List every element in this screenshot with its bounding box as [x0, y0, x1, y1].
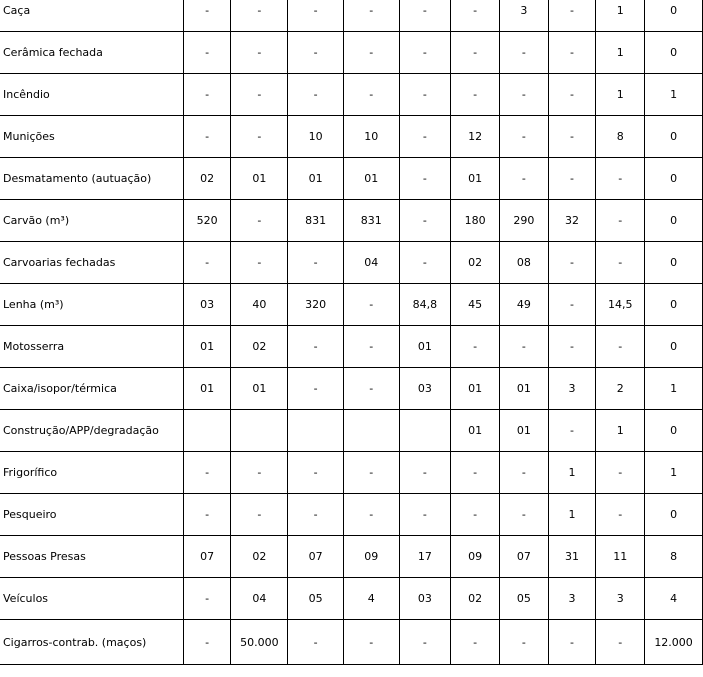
table-cell: 40 [231, 284, 288, 326]
table-row [0, 32, 703, 74]
table-cell: 08 [500, 242, 549, 284]
table-cell: - [596, 326, 645, 368]
table-cell: 3 [596, 578, 645, 620]
table-cell: - [399, 452, 451, 494]
table-cell: 01 [399, 326, 451, 368]
table-cell: - [399, 116, 451, 158]
row-label: Caixa/isopor/térmica [0, 368, 183, 410]
table-cell: - [451, 620, 500, 665]
table-cell: - [548, 242, 596, 284]
table-cell: 01 [183, 326, 231, 368]
table-cell: - [548, 284, 596, 326]
table-cell: 03 [399, 368, 451, 410]
table-cell: 0 [645, 284, 703, 326]
table-cell [288, 410, 344, 452]
table-row [0, 410, 703, 452]
table-cell: 03 [399, 578, 451, 620]
table-cell: 07 [288, 536, 344, 578]
row-label: Lenha (m³) [0, 284, 183, 326]
table-cell: - [399, 242, 451, 284]
row-label: Cigarros-contrab. (maços) [0, 620, 183, 665]
table-cell: 0 [645, 32, 703, 74]
table-cell [231, 410, 288, 452]
table-cell: 0 [645, 494, 703, 536]
table-cell: 05 [500, 578, 549, 620]
row-label: Pessoas Presas [0, 536, 183, 578]
table-cell: - [343, 284, 399, 326]
table-cell: 180 [451, 200, 500, 242]
table-cell: - [231, 32, 288, 74]
table-cell: 1 [596, 32, 645, 74]
table-cell: 14,5 [596, 284, 645, 326]
table-cell: 1 [548, 452, 596, 494]
table-row [0, 494, 703, 536]
table-cell: 01 [500, 368, 549, 410]
table-cell: 2 [596, 368, 645, 410]
table-row [0, 116, 703, 158]
table-cell: - [343, 368, 399, 410]
table-cell: 02 [183, 158, 231, 200]
row-label: Carvão (m³) [0, 200, 183, 242]
table-cell [183, 410, 231, 452]
table-cell: 0 [645, 200, 703, 242]
table-cell: - [399, 158, 451, 200]
table-row [0, 200, 703, 242]
table-cell: 290 [500, 200, 549, 242]
table-cell: 3 [548, 578, 596, 620]
table-row [0, 74, 703, 116]
table-cell: 84,8 [399, 284, 451, 326]
table-cell: 520 [183, 200, 231, 242]
table-cell: 01 [451, 158, 500, 200]
table-cell: - [548, 326, 596, 368]
table-row [0, 620, 703, 665]
table-cell: 1 [548, 494, 596, 536]
table-cell: 1 [645, 452, 703, 494]
row-label: Desmatamento (autuação) [0, 158, 183, 200]
table-cell: - [288, 74, 344, 116]
table-cell: 11 [596, 536, 645, 578]
table-cell: - [548, 410, 596, 452]
table-cell: - [183, 494, 231, 536]
row-label: Caça [0, 0, 183, 32]
table-cell: 12 [451, 116, 500, 158]
table-row [0, 536, 703, 578]
row-label: Cerâmica fechada [0, 32, 183, 74]
table-cell: 831 [288, 200, 344, 242]
table-cell: - [288, 326, 344, 368]
table-cell: - [183, 242, 231, 284]
table-cell: - [399, 74, 451, 116]
table-cell: 09 [343, 536, 399, 578]
table-cell: 0 [645, 116, 703, 158]
table-cell: 49 [500, 284, 549, 326]
table-cell: - [596, 620, 645, 665]
table-cell: - [548, 74, 596, 116]
table-cell: - [548, 0, 596, 32]
table-cell: 50.000 [231, 620, 288, 665]
table-cell: - [500, 326, 549, 368]
table-cell: 01 [231, 158, 288, 200]
table-cell: - [343, 326, 399, 368]
table-cell: 31 [548, 536, 596, 578]
table-cell: - [548, 32, 596, 74]
table-cell: - [596, 200, 645, 242]
table-cell: - [451, 452, 500, 494]
table-cell: 3 [500, 0, 549, 32]
table-cell: 07 [183, 536, 231, 578]
table-cell: 02 [451, 242, 500, 284]
table-cell: - [183, 32, 231, 74]
row-label: Frigorífico [0, 452, 183, 494]
table-cell: - [343, 0, 399, 32]
table-cell: 1 [596, 74, 645, 116]
table-cell: - [596, 158, 645, 200]
table-cell: - [596, 452, 645, 494]
table-cell: - [231, 242, 288, 284]
table-cell: - [183, 0, 231, 32]
table-cell: - [451, 0, 500, 32]
table-cell: - [231, 116, 288, 158]
table-cell: - [548, 158, 596, 200]
table-cell: - [399, 494, 451, 536]
table-cell: - [288, 452, 344, 494]
table-cell: 320 [288, 284, 344, 326]
table-cell: 10 [288, 116, 344, 158]
table-cell: 01 [288, 158, 344, 200]
table-cell: 0 [645, 326, 703, 368]
table-cell: 12.000 [645, 620, 703, 665]
table-cell: 17 [399, 536, 451, 578]
table-cell: 3 [548, 368, 596, 410]
table-cell: - [596, 494, 645, 536]
table-cell: - [231, 452, 288, 494]
table-row [0, 158, 703, 200]
table-cell: - [596, 242, 645, 284]
table-cell: 02 [451, 578, 500, 620]
table-cell: 03 [183, 284, 231, 326]
row-label: Incêndio [0, 74, 183, 116]
table-cell: 0 [645, 242, 703, 284]
table-cell: - [500, 452, 549, 494]
table-cell: - [343, 620, 399, 665]
table-cell: - [451, 494, 500, 536]
table-cell: 02 [231, 536, 288, 578]
table-row [0, 284, 703, 326]
table-row [0, 0, 703, 32]
table-row [0, 578, 703, 620]
row-label: Carvoarias fechadas [0, 242, 183, 284]
table-cell: 09 [451, 536, 500, 578]
table-cell: - [343, 494, 399, 536]
table-cell: 01 [451, 368, 500, 410]
table-cell: 01 [343, 158, 399, 200]
row-label: Construção/APP/degradação [0, 410, 183, 452]
table-cell: - [500, 116, 549, 158]
row-label: Pesqueiro [0, 494, 183, 536]
table-cell: 831 [343, 200, 399, 242]
table-cell: - [288, 32, 344, 74]
table-cell: 1 [645, 74, 703, 116]
row-label: Motosserra [0, 326, 183, 368]
table-cell: - [500, 32, 549, 74]
table-cell: - [500, 494, 549, 536]
table-cell: - [288, 494, 344, 536]
table-cell: - [548, 116, 596, 158]
table-cell: 07 [500, 536, 549, 578]
table-cell [399, 410, 451, 452]
table-cell: 45 [451, 284, 500, 326]
table-cell: 04 [231, 578, 288, 620]
table-cell: - [183, 620, 231, 665]
table-row [0, 242, 703, 284]
table-cell: - [183, 452, 231, 494]
table-cell: - [288, 242, 344, 284]
table-cell: - [183, 74, 231, 116]
table-cell: - [231, 494, 288, 536]
table-cell: 1 [596, 0, 645, 32]
row-label: Munições [0, 116, 183, 158]
table-cell: - [451, 74, 500, 116]
table-cell: - [231, 200, 288, 242]
table-cell: - [399, 200, 451, 242]
table-cell: - [343, 32, 399, 74]
table-cell: 1 [645, 368, 703, 410]
table-row [0, 452, 703, 494]
table-cell: - [288, 0, 344, 32]
table-cell: 4 [343, 578, 399, 620]
table-cell: - [399, 620, 451, 665]
table-cell: - [288, 368, 344, 410]
table-cell: 01 [231, 368, 288, 410]
table-cell: - [183, 116, 231, 158]
table-cell: - [399, 32, 451, 74]
table-cell: - [343, 74, 399, 116]
table-cell: - [500, 620, 549, 665]
table-cell: 01 [500, 410, 549, 452]
table-cell: - [231, 0, 288, 32]
table-cell: 0 [645, 410, 703, 452]
table-cell: - [451, 32, 500, 74]
table-cell: 8 [645, 536, 703, 578]
table-cell: 32 [548, 200, 596, 242]
table-cell: 04 [343, 242, 399, 284]
table-cell: - [231, 74, 288, 116]
table-cell: 02 [231, 326, 288, 368]
table-cell: - [500, 158, 549, 200]
table-cell: 10 [343, 116, 399, 158]
table-cell: 4 [645, 578, 703, 620]
table-row [0, 326, 703, 368]
table-cell: 8 [596, 116, 645, 158]
row-label: Veículos [0, 578, 183, 620]
table-cell: 01 [183, 368, 231, 410]
table-cell: - [399, 0, 451, 32]
table-cell: 05 [288, 578, 344, 620]
table-cell: - [343, 452, 399, 494]
table-cell: - [451, 326, 500, 368]
table-cell [343, 410, 399, 452]
table-cell: - [183, 578, 231, 620]
table-cell: - [288, 620, 344, 665]
table-cell: 0 [645, 0, 703, 32]
table-row [0, 368, 703, 410]
table-cell: 1 [596, 410, 645, 452]
table-cell: 0 [645, 158, 703, 200]
table-cell: - [548, 620, 596, 665]
table-cell: 01 [451, 410, 500, 452]
table-cell: - [500, 74, 549, 116]
